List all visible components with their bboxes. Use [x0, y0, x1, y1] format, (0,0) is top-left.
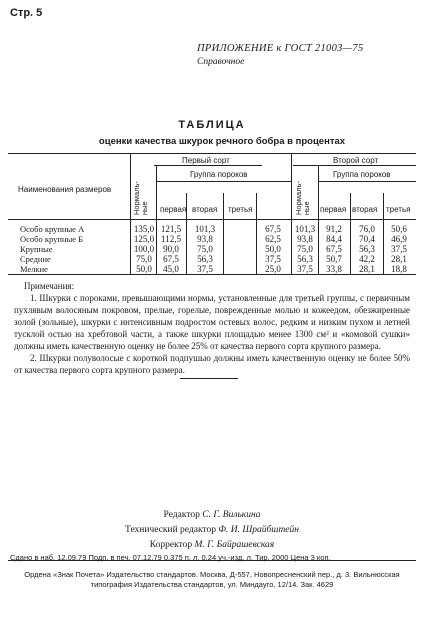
proofreader-label: Корректор: [149, 540, 193, 550]
table-cell: 75,0: [297, 244, 313, 254]
table-cell: 37,5: [297, 264, 313, 274]
third-group-header-1: третья: [228, 205, 253, 214]
normal-header-1: Нормаль- ные: [132, 181, 149, 215]
second-group-header-1: вторая: [192, 205, 218, 214]
table-cell: 42,2: [359, 254, 375, 264]
first-grade-header: Первый сорт: [182, 156, 230, 165]
first-group-header-2: первая: [320, 205, 347, 214]
note-1: 1. Шкурки с пороками, превышающими нормы, установленные для третьей группы, с первичным пухлявым волосяным покровом, прелые, горелые, поврежденные молью и кожеедом, обезжиренные золой (зольные), шкурки с интенсивным подростом остевых волос, редким и низким пухом и летней тусклой остью на хребтовой части, а также шкурки площадью менее 1300 см² и «комовой сушки» должны иметь качественную оценку не более 25% от качества первого сорта крупного размера.: [14, 293, 410, 351]
notes-title: Примечания:: [24, 281, 75, 291]
credits-block: [0, 508, 424, 553]
table-cell: 75,0: [136, 254, 152, 264]
table-cell: 50,0: [136, 264, 152, 274]
publisher-info: Ордена «Знак Почета» Издательство стандартов. Москва, Д-557, Новопресненский пер., д. 3. Вильнюсская типография Издательства стандартов, ул. Миндауго, 12/14. Зак. 4629: [24, 570, 400, 589]
editor-label: Редактор: [163, 510, 200, 520]
table-cell: 33,8: [326, 264, 342, 274]
table-cell: 112,5: [161, 234, 181, 244]
table-cell: 50,6: [391, 224, 407, 234]
table-cell: 67,5: [326, 244, 342, 254]
table-cell: 56,3: [197, 254, 213, 264]
table-cell: 75,0: [197, 244, 213, 254]
section-divider: [180, 378, 238, 379]
defect-group-header-2: Группа пороков: [333, 170, 391, 179]
appendix-title: ПРИЛОЖЕНИЕ к ГОСТ 21003—75: [197, 43, 364, 54]
table-cell: 37,5: [197, 264, 213, 274]
row-name: Особо крупные Б: [20, 234, 83, 244]
proofreader-line: [0, 538, 424, 553]
table-cell: 45,0: [163, 264, 179, 274]
table-cell: 121,5: [160, 224, 182, 234]
row-name: Крупные: [20, 244, 53, 254]
row-name: Особо крупные А: [20, 224, 85, 234]
table-cell: 37,5: [391, 244, 407, 254]
reference-label: Справочное: [197, 57, 245, 67]
table-cell: 28,1: [391, 254, 407, 264]
notes-section: [14, 280, 410, 376]
table-cell: 125,0: [133, 234, 155, 244]
table-cell: 91,2: [326, 224, 342, 234]
third-group-header-2: третья: [386, 205, 411, 214]
table-cell: 70,4: [359, 234, 375, 244]
proofreader-name: М. Г. Байрашевская: [194, 540, 275, 550]
table-cell: 93,8: [197, 234, 213, 244]
table-cell: 56,3: [297, 254, 313, 264]
table-cell: 67,5: [163, 254, 179, 264]
table-cell: 90,0: [163, 244, 179, 254]
table-cell: 93,8: [297, 234, 313, 244]
row-name: Средние: [20, 254, 51, 264]
table-cell: 101,3: [294, 224, 316, 234]
table-cell: 76,0: [359, 224, 375, 234]
editor-line: [0, 508, 424, 523]
page-number: Стр. 5: [10, 7, 43, 19]
table-cell: 46,9: [391, 234, 407, 244]
table-subheading: оценки качества шкурок речного бобра в процентах: [98, 136, 346, 147]
editor-name: С. Г. Вилькина: [202, 510, 261, 520]
table-cell: 50,7: [326, 254, 342, 264]
table-cell: 62,5: [265, 234, 281, 244]
print-info: Сдано в наб. 12.09.79 Подп. в печ. 07.12.79 0,375 п. л. 0,24 уч.-изд. л. Тир. 2000 Цена 3 коп.: [10, 553, 331, 562]
table-cell: 18,8: [391, 264, 407, 274]
table-cell: 100,0: [133, 244, 155, 254]
second-group-header-2: вторая: [352, 205, 378, 214]
name-column-header: Наименования размеров: [18, 185, 112, 194]
table-cell: 135,0: [133, 224, 155, 234]
table-cell: 37,5: [265, 254, 281, 264]
table-cell: 50,0: [265, 244, 281, 254]
row-name: Мелкие: [20, 264, 48, 274]
quality-table: [8, 153, 416, 275]
tech-editor-name: Ф. И. Шрайбштейн: [218, 525, 299, 535]
imprint-rule: [8, 560, 416, 561]
table-cell: 67,5: [265, 224, 281, 234]
table-cell: 25,0: [265, 264, 281, 274]
table-cell: 101,3: [194, 224, 216, 234]
normal-header-2: Нормаль- ные: [294, 181, 311, 215]
tech-editor-line: [0, 523, 424, 538]
table-heading: ТАБЛИЦА: [178, 119, 246, 131]
defect-group-header-1: Группа пороков: [190, 170, 248, 179]
tech-editor-label: Технический редактор: [125, 525, 216, 535]
table-cell: 56,3: [359, 244, 375, 254]
table-cell: 84,4: [326, 234, 342, 244]
first-group-header-1: первая: [160, 205, 187, 214]
note-2: 2. Шкурки полуволосые с короткой подпушью должны иметь качественную оценку не более 50% от качества первого сорта крупного размера.: [14, 353, 410, 375]
second-grade-header: Второй сорт: [333, 156, 379, 165]
table-cell: 28,1: [359, 264, 375, 274]
